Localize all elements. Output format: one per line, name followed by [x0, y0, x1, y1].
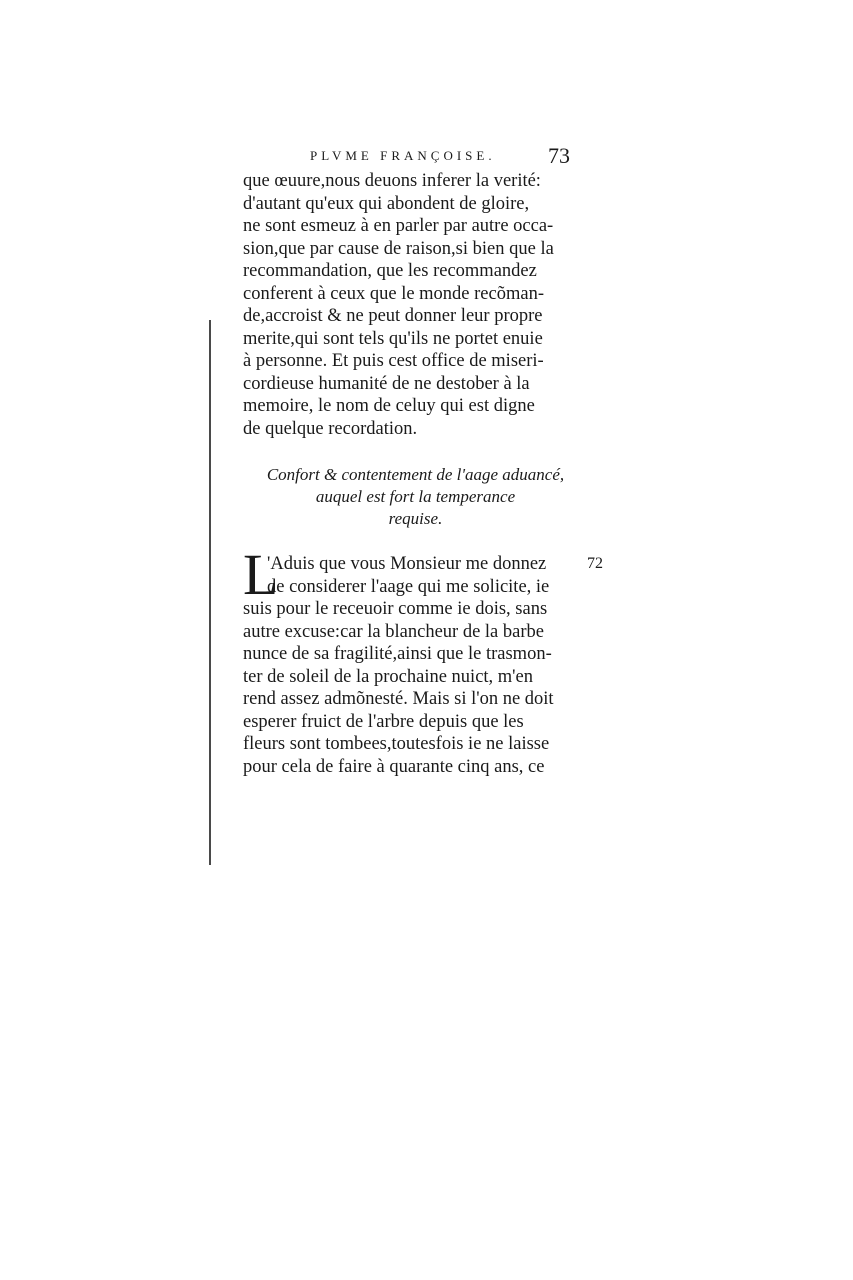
- text-line: rend assez admõnesté. Mais si l'on ne doit: [243, 689, 554, 709]
- text-line: suis pour le receuoir comme ie dois, sans: [243, 599, 548, 619]
- text-line: recommandation, que les recommandez: [243, 261, 537, 281]
- text-line: de quelque recordation.: [243, 418, 418, 439]
- text-line: 'Aduis que vous Monsieur me donnez: [267, 554, 547, 574]
- text-line: pour cela de faire à quarante cinq ans, ce: [243, 756, 545, 777]
- text-line: conferent à ceux que le monde recõman-: [243, 283, 544, 304]
- text-line: ter de soleil de la prochaine nuict, m'en: [243, 666, 533, 687]
- text-line: que œuure,nous deuons inferer la verité:: [243, 171, 541, 191]
- heading-line: auquel est fort la temperance: [315, 487, 516, 506]
- text-line: de considerer l'aage qui me solicite, ie: [267, 576, 550, 597]
- text-line: autre excuse:car la blancheur de la barbe: [243, 621, 544, 642]
- drop-cap: L: [243, 542, 279, 607]
- page-number: 73: [548, 143, 570, 168]
- text-line: sion,que par cause de raison,si bien que la: [243, 238, 554, 259]
- text-line: fleurs sont tombees,toutesfois ie ne laisse: [243, 734, 550, 754]
- text-line: merite,qui sont tels qu'ils ne portet enuie: [243, 328, 543, 349]
- heading-line: Confort & contentement de l'aage aduancé,: [266, 465, 565, 484]
- text-line: memoire, le nom de celuy qui est digne: [243, 396, 535, 416]
- margin-number: 72: [587, 555, 603, 572]
- heading-line: requise.: [388, 509, 443, 528]
- gutter-rule: [209, 320, 211, 865]
- running-head: PLVME FRANÇOISE.: [310, 148, 496, 163]
- text-line: esperer fruict de l'arbre depuis que les: [243, 711, 524, 732]
- section-heading: [243, 464, 588, 530]
- text-line: cordieuse humanité de ne destober à la: [243, 373, 530, 394]
- text-line: de,accroist & ne peut donner leur propre: [243, 306, 543, 326]
- paragraph-letter: [243, 553, 588, 778]
- text-line: à personne. Et puis cest office de miseri-: [243, 351, 544, 371]
- text-line: d'autant qu'eux qui abondent de gloire,: [243, 193, 530, 214]
- text-line: nunce de sa fragilité,ainsi que le trasmon-: [243, 644, 552, 664]
- text-line: ne sont esmeuz à en parler par autre occa-: [243, 216, 554, 236]
- paragraph-continued: [243, 170, 588, 440]
